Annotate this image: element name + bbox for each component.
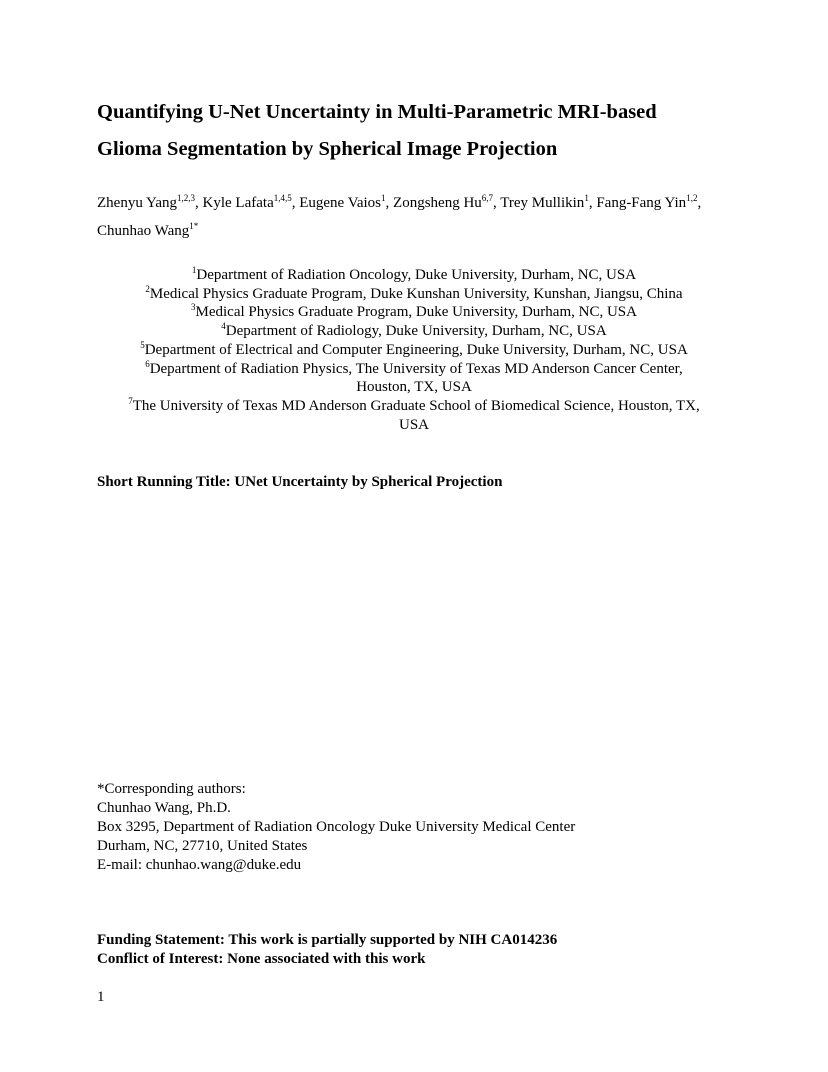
author-name: Kyle Lafata xyxy=(202,195,274,211)
running-title: Short Running Title: UNet Uncertainty by Spherical Projection xyxy=(97,474,503,490)
author-separator: , xyxy=(493,195,501,211)
paper-title xyxy=(97,94,777,168)
author-separator: , xyxy=(195,195,203,211)
corresponding-name: Chunhao Wang, Ph.D. xyxy=(97,800,231,816)
title-line-2: Glioma Segmentation by Spherical Image Projection xyxy=(97,138,558,160)
affiliation xyxy=(100,322,728,341)
affiliation-line xyxy=(100,416,728,435)
author-affiliation-marker: 1,2,3 xyxy=(177,193,196,203)
corresponding-author-block xyxy=(97,780,737,875)
affiliation-marker: 6 xyxy=(145,358,150,369)
author-name: Chunhao Wang xyxy=(97,223,190,239)
conflict-of-interest: Conflict of Interest: None associated with this work xyxy=(97,951,426,967)
affiliation-text: The University of Texas MD Anderson Graduate School of Biomedical Science, Houston, TX, xyxy=(132,397,700,414)
affiliation-marker: 1 xyxy=(191,265,197,275)
affiliation-text: Medical Physics Graduate Program, Duke University, Durham, NC, USA xyxy=(195,304,637,321)
author-separator: , xyxy=(291,195,300,211)
affiliation-line xyxy=(100,360,728,379)
affiliation-line xyxy=(100,285,728,304)
affiliation-text: Department of Electrical and Computer Engineering, Duke University, Durham, NC, USA xyxy=(144,341,688,358)
affiliation-line xyxy=(100,322,728,341)
author xyxy=(393,195,500,211)
author xyxy=(500,195,596,211)
author xyxy=(97,223,198,239)
corresponding-address-line-2: Durham, NC, 27710, United States xyxy=(97,838,308,854)
affiliation xyxy=(100,303,728,322)
affiliation-marker: 3 xyxy=(191,302,196,313)
title-line-1: Quantifying U-Net Uncertainty in Multi-Parametric MRI-based xyxy=(97,101,657,123)
author-list xyxy=(97,189,757,245)
affiliation-text: USA xyxy=(398,416,429,433)
author xyxy=(203,195,300,211)
author-affiliation-marker: 1 xyxy=(584,193,589,203)
author-separator: , xyxy=(588,195,597,211)
author-affiliation-marker: 1,4,5 xyxy=(273,193,292,203)
author-name: Zongsheng Hu xyxy=(393,195,482,211)
affiliation-marker: 2 xyxy=(145,283,150,294)
affiliation-text: Department of Radiology, Duke University, Durham, NC, USA xyxy=(225,323,607,340)
author-affiliation-marker: 1,2 xyxy=(686,193,698,203)
affiliation-text: Houston, TX, USA xyxy=(356,379,472,396)
author xyxy=(97,195,203,211)
author xyxy=(596,195,701,211)
affiliation-text: Medical Physics Graduate Program, Duke Kunshan University, Kunshan, Jiangsu, China xyxy=(149,285,683,302)
page-number: 1 xyxy=(97,989,105,1005)
affiliation xyxy=(100,285,728,304)
affiliation-text: Department of Radiation Oncology, Duke University, Durham, NC, USA xyxy=(196,267,637,283)
affiliation-marker: 4 xyxy=(221,321,226,332)
affiliation xyxy=(100,360,728,397)
author-name: Fang-Fang Yin xyxy=(596,195,687,211)
affiliation-marker: 5 xyxy=(140,339,145,350)
author-affiliation-marker: 1* xyxy=(189,221,199,231)
affiliation-line xyxy=(100,378,728,397)
affiliation-line xyxy=(100,266,728,285)
affiliation xyxy=(100,397,728,434)
affiliation-marker: 7 xyxy=(128,395,133,406)
affiliation xyxy=(100,266,728,285)
funding-statement: Funding Statement: This work is partially supported by NIH CA014236 xyxy=(97,932,558,948)
author-affiliation-marker: 1 xyxy=(381,193,386,203)
author-name: Zhenyu Yang xyxy=(97,195,178,211)
corresponding-address-line-1: Box 3295, Department of Radiation Oncology Duke University Medical Center xyxy=(97,819,576,835)
author-separator: , xyxy=(697,195,702,211)
author-name: Eugene Vaios xyxy=(299,195,382,211)
affiliation-list xyxy=(100,266,728,434)
affiliation xyxy=(100,341,728,360)
author-affiliation-marker: 6,7 xyxy=(481,193,494,203)
author xyxy=(299,195,393,211)
corresponding-heading: *Corresponding authors: xyxy=(97,781,246,797)
corresponding-email: E-mail: chunhao.wang@duke.edu xyxy=(97,857,302,873)
affiliation-line xyxy=(100,303,728,322)
author-separator: , xyxy=(385,195,394,211)
affiliation-line xyxy=(100,397,728,416)
author-name: Trey Mullikin xyxy=(500,195,585,211)
affiliation-line xyxy=(100,341,728,360)
affiliation-text: Department of Radiation Physics, The University of Texas MD Anderson Cancer Center, xyxy=(149,360,683,377)
